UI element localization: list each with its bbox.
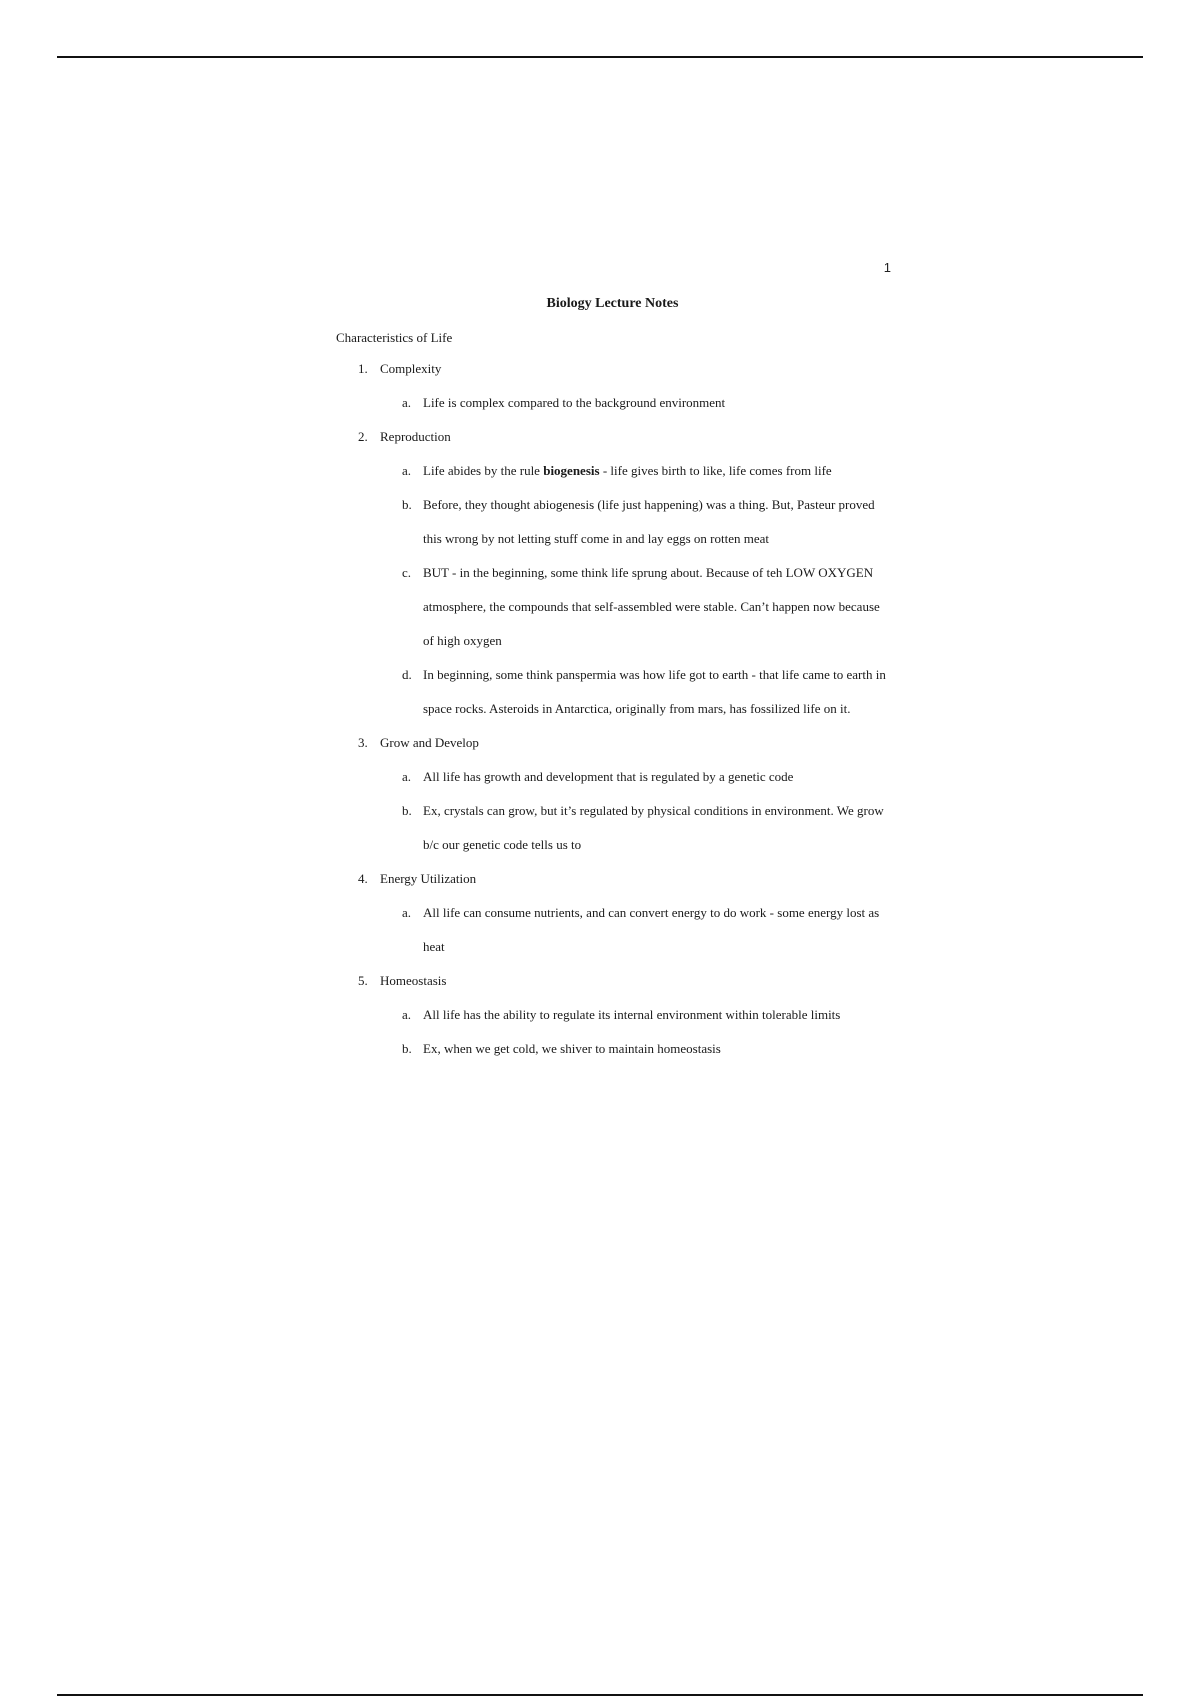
sub-item-letter: a. [402,395,412,410]
sub-item [402,998,889,1032]
sub-item-letter: a. [402,769,412,784]
list-item-complexity [250,352,975,420]
sub-item-letter: b. [402,1041,412,1056]
bottom-divider [57,1694,1143,1696]
sub-item [402,658,889,726]
sublist [380,896,975,964]
sub-item [402,794,889,862]
sub-item-letter: b. [402,497,412,512]
sub-item-text: Life is complex compared to the background environment [423,395,726,410]
sub-item-text: All life has the ability to regulate its internal environment within tolerable limits [423,1007,841,1022]
sub-item [402,556,889,658]
sublist [380,454,975,726]
item-number: 5. [358,973,368,988]
sub-item-letter: c. [402,565,412,580]
sub-item [402,896,889,964]
item-label: Complexity [380,361,442,376]
sub-item-text: All life can consume nutrients, and can convert energy to do work - some energy lost as heat [423,905,880,954]
sub-item-letter: a. [402,463,412,478]
document-page [250,250,975,1200]
item-number: 4. [358,871,368,886]
section-heading: Characteristics of Life [336,330,453,345]
text-before-term: Life abides by the rule [423,463,544,478]
list-item-reproduction [250,420,975,726]
sublist [380,386,975,420]
sub-item-text: Before, they thought abiogenesis (life just happening) was a thing. But, Pasteur proved this wrong by not letting stuff come in and lay eggs on rotten meat [423,497,875,546]
top-divider [57,56,1143,58]
characteristics-list [250,352,975,1066]
document-title: Biology Lecture Notes [546,296,679,311]
item-label: Energy Utilization [380,871,477,886]
sub-item-text: All life has growth and development that is regulated by a genetic code [423,769,794,784]
sub-item-letter: a. [402,905,412,920]
sub-item-text: In beginning, some think panspermia was how life got to earth - that life came to earth in space rocks. Asteroids in Antarctica, originally from mars, has fossilized life on it. [423,667,886,716]
sub-item [402,488,889,556]
item-label: Reproduction [380,429,451,444]
sub-item [402,760,889,794]
sub-item-text: BUT - in the beginning, some think life sprung about. Because of teh LOW OXYGEN atmosphere, the compounds that self-assembled were stable. Can’t happen now because of high oxygen [423,565,880,648]
item-number: 3. [358,735,368,750]
sub-item-text [423,463,832,478]
sub-item-letter: b. [402,803,412,818]
sublist [380,760,975,862]
text-after-term: - life gives birth to like, life comes from life [599,463,832,478]
item-number: 2. [358,429,368,444]
list-item-grow-and-develop [250,726,975,862]
sub-item-text: Ex, when we get cold, we shiver to maintain homeostasis [423,1041,721,1056]
item-number: 1. [358,361,368,376]
list-item-energy-utilization [250,862,975,964]
item-label: Grow and Develop [380,735,479,750]
page-number: 1 [883,260,891,275]
sub-item-text: Ex, crystals can grow, but it’s regulated by physical conditions in environment. We grow b/c our genetic code tells us to [423,803,884,852]
list-item-homeostasis [250,964,975,1066]
sub-item-letter: d. [402,667,412,682]
sublist [380,998,975,1066]
sub-item [402,386,889,420]
sub-item-letter: a. [402,1007,412,1022]
bold-term: biogenesis [543,463,600,478]
item-label: Homeostasis [380,973,447,988]
sub-item [402,1032,889,1066]
sub-item [402,454,889,488]
